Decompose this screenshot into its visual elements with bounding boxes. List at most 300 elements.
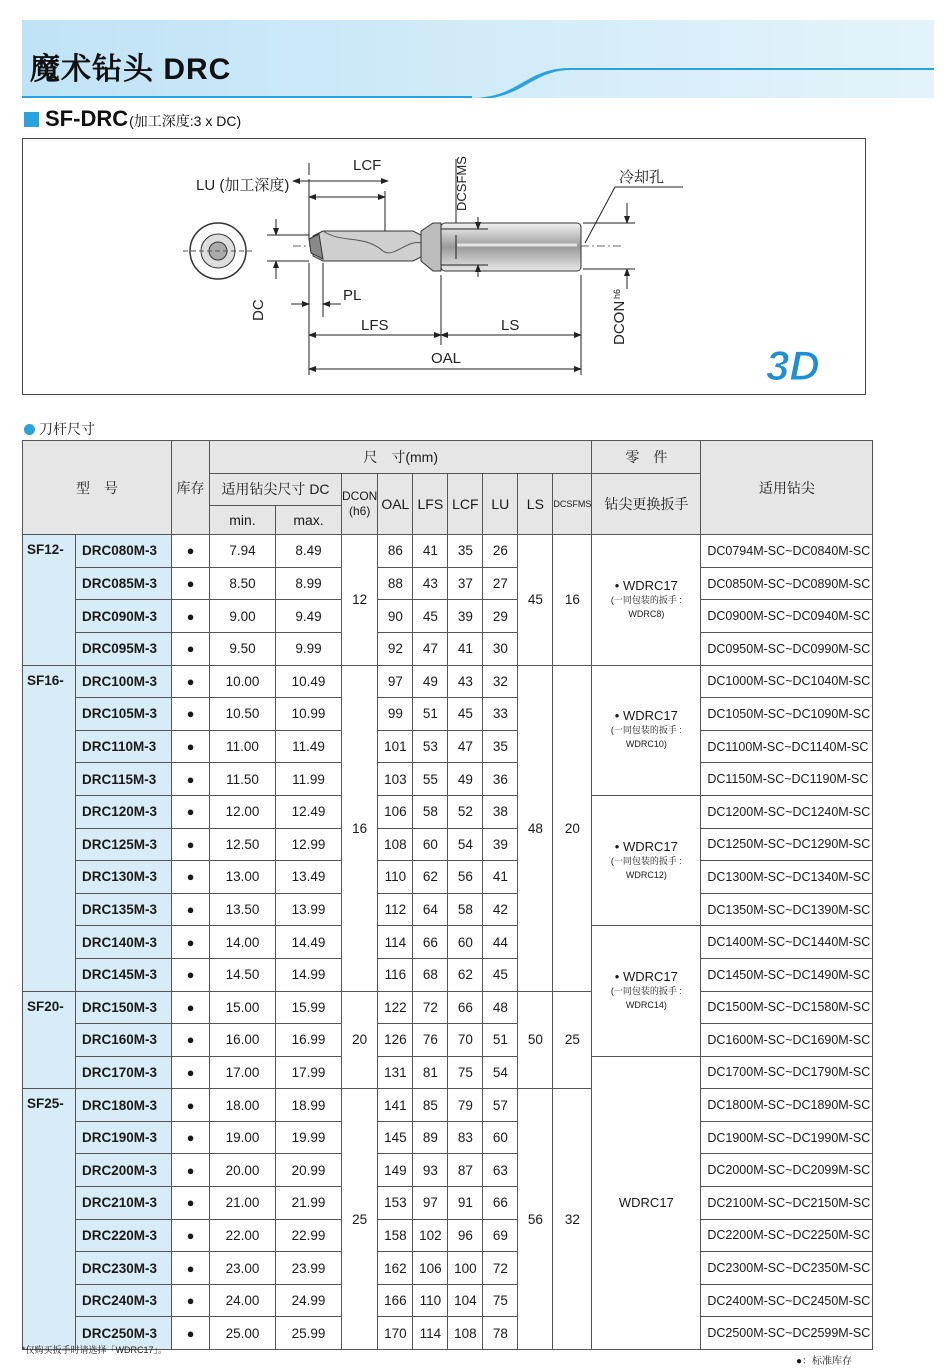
dc-max: 18.99 xyxy=(276,1089,342,1122)
lcf-value: 43 xyxy=(448,665,483,698)
lu-value: 41 xyxy=(483,861,518,894)
table-row xyxy=(23,893,873,926)
stock-mark: ● xyxy=(172,1317,210,1350)
lfs-value: 47 xyxy=(413,632,448,665)
lu-value: 38 xyxy=(483,795,518,828)
stock-mark: ● xyxy=(172,1089,210,1122)
model-name: DRC250M-3 xyxy=(76,1317,172,1350)
lu-value: 69 xyxy=(483,1219,518,1252)
dc-max: 17.99 xyxy=(276,1056,342,1089)
tip-range: DC0950M-SC~DC0990M-SC xyxy=(701,632,873,665)
lcf-value: 100 xyxy=(448,1252,483,1285)
lu-value: 39 xyxy=(483,828,518,861)
oal-value: 122 xyxy=(378,991,413,1024)
lcf-value: 52 xyxy=(448,795,483,828)
stock-mark: ● xyxy=(172,535,210,568)
label-oal: OAL xyxy=(431,350,462,367)
lfs-value: 110 xyxy=(413,1284,448,1317)
dc-min: 19.00 xyxy=(210,1121,276,1154)
lfs-value: 45 xyxy=(413,600,448,633)
table-row xyxy=(23,730,873,763)
lfs-value: 72 xyxy=(413,991,448,1024)
wrench-marker: • xyxy=(614,969,620,984)
label-lcf: LCF xyxy=(353,157,382,174)
stock-mark: ● xyxy=(172,698,210,731)
lu-value: 60 xyxy=(483,1121,518,1154)
lu-value: 32 xyxy=(483,665,518,698)
oal-value: 162 xyxy=(378,1252,413,1285)
wrench-cell xyxy=(592,795,701,925)
oal-value: 112 xyxy=(378,893,413,926)
lfs-value: 81 xyxy=(413,1056,448,1089)
model-name: DRC190M-3 xyxy=(76,1121,172,1154)
stock-mark: ● xyxy=(172,926,210,959)
tip-range: DC1100M-SC~DC1140M-SC xyxy=(701,730,873,763)
dc-max: 14.49 xyxy=(276,926,342,959)
section-name: SF-DRC xyxy=(45,106,129,131)
lu-value: 33 xyxy=(483,698,518,731)
lfs-value: 102 xyxy=(413,1219,448,1252)
tip-range: DC1900M-SC~DC1990M-SC xyxy=(701,1121,873,1154)
wrench-cell xyxy=(592,1056,701,1349)
tip-range: DC1800M-SC~DC1890M-SC xyxy=(701,1089,873,1122)
lcf-value: 96 xyxy=(448,1219,483,1252)
dcsfms-value: 20 xyxy=(553,665,592,991)
wrench-note: (一同包装的扳手 : WDRC12) xyxy=(610,855,682,880)
table-row xyxy=(23,600,873,633)
header-stock: 库存 xyxy=(172,441,210,535)
lfs-value: 43 xyxy=(413,567,448,600)
table-row xyxy=(23,1219,873,1252)
dc-min: 9.50 xyxy=(210,632,276,665)
lfs-value: 114 xyxy=(413,1317,448,1350)
model-name: DRC125M-3 xyxy=(76,828,172,861)
table-row xyxy=(23,698,873,731)
dcsfms-value: 25 xyxy=(553,991,592,1089)
header-oal: OAL xyxy=(378,473,413,535)
dc-max: 14.99 xyxy=(276,958,342,991)
oal-value: 145 xyxy=(378,1121,413,1154)
lu-value: 51 xyxy=(483,1024,518,1057)
lu-value: 35 xyxy=(483,730,518,763)
lu-value: 72 xyxy=(483,1252,518,1285)
dc-min: 17.00 xyxy=(210,1056,276,1089)
stock-mark: ● xyxy=(172,1121,210,1154)
wrench-marker: • xyxy=(614,708,620,724)
model-name: DRC180M-3 xyxy=(76,1089,172,1122)
dc-min: 14.50 xyxy=(210,958,276,991)
tip-range: DC1050M-SC~DC1090M-SC xyxy=(701,698,873,731)
table-row xyxy=(23,991,873,1024)
stock-mark: ● xyxy=(172,730,210,763)
table-row xyxy=(23,1252,873,1285)
dc-max: 11.49 xyxy=(276,730,342,763)
lfs-value: 58 xyxy=(413,795,448,828)
label-dcon: DCON xyxy=(611,300,628,345)
dc-max: 22.99 xyxy=(276,1219,342,1252)
oal-value: 153 xyxy=(378,1187,413,1220)
tip-range: DC2200M-SC~DC2250M-SC xyxy=(701,1219,873,1252)
model-name: DRC090M-3 xyxy=(76,600,172,633)
header-wrench: 钻尖更换扳手 xyxy=(592,473,701,535)
header-model: 型 号 xyxy=(23,441,172,535)
dc-min: 24.00 xyxy=(210,1284,276,1317)
lfs-value: 97 xyxy=(413,1187,448,1220)
dcon-value: 25 xyxy=(342,1089,378,1350)
stock-mark: ● xyxy=(172,1219,210,1252)
stock-mark: ● xyxy=(172,958,210,991)
dc-max: 20.99 xyxy=(276,1154,342,1187)
header-dims: 尺 寸(mm) xyxy=(210,441,592,474)
oal-value: 101 xyxy=(378,730,413,763)
model-name: DRC230M-3 xyxy=(76,1252,172,1285)
table-row xyxy=(23,861,873,894)
dc-max: 19.99 xyxy=(276,1121,342,1154)
table-row xyxy=(23,1121,873,1154)
dc-max: 21.99 xyxy=(276,1187,342,1220)
dc-max: 12.99 xyxy=(276,828,342,861)
lcf-value: 91 xyxy=(448,1187,483,1220)
bullet-dot-icon xyxy=(24,424,35,435)
oal-value: 126 xyxy=(378,1024,413,1057)
dc-min: 12.00 xyxy=(210,795,276,828)
dc-min: 13.00 xyxy=(210,861,276,894)
table-row xyxy=(23,665,873,698)
label-h6: h6 xyxy=(612,288,622,299)
lcf-value: 66 xyxy=(448,991,483,1024)
series-label: SF12- xyxy=(23,535,76,665)
dc-min: 9.00 xyxy=(210,600,276,633)
model-name: DRC170M-3 xyxy=(76,1056,172,1089)
wrench-marker: • xyxy=(614,838,620,854)
stock-mark: ● xyxy=(172,600,210,633)
oal-value: 170 xyxy=(378,1317,413,1350)
model-name: DRC135M-3 xyxy=(76,893,172,926)
lfs-value: 41 xyxy=(413,535,448,568)
model-name: DRC115M-3 xyxy=(76,763,172,796)
oal-value: 158 xyxy=(378,1219,413,1252)
lu-value: 29 xyxy=(483,600,518,633)
header-lcf: LCF xyxy=(448,473,483,535)
series-label: SF16- xyxy=(23,665,76,991)
drill-diagram xyxy=(23,139,865,394)
lcf-value: 35 xyxy=(448,535,483,568)
lcf-value: 37 xyxy=(448,567,483,600)
dc-min: 10.00 xyxy=(210,665,276,698)
table-row xyxy=(23,567,873,600)
lu-value: 54 xyxy=(483,1056,518,1089)
end-view xyxy=(183,223,253,279)
oal-value: 116 xyxy=(378,958,413,991)
oal-value: 131 xyxy=(378,1056,413,1089)
table-row xyxy=(23,535,873,568)
lu-value: 42 xyxy=(483,893,518,926)
footnote: *仅购买扳手时请选择「WDRC17」。 xyxy=(22,1345,168,1355)
wrench-note: (一同包装的扳手 : WDRC8) xyxy=(610,594,682,619)
tip-range: DC0794M-SC~DC0840M-SC xyxy=(701,535,873,568)
model-name: DRC140M-3 xyxy=(76,926,172,959)
wrench-name: WDRC17 xyxy=(622,969,678,984)
dc-max: 23.99 xyxy=(276,1252,342,1285)
dc-min: 15.00 xyxy=(210,991,276,1024)
tip-range: DC1350M-SC~DC1390M-SC xyxy=(701,893,873,926)
model-name: DRC210M-3 xyxy=(76,1187,172,1220)
header-lfs: LFS xyxy=(413,473,448,535)
lu-value: 66 xyxy=(483,1187,518,1220)
header-ls: LS xyxy=(518,473,553,535)
dc-min: 13.50 xyxy=(210,893,276,926)
tip-range: DC1500M-SC~DC1580M-SC xyxy=(701,991,873,1024)
dc-min: 8.50 xyxy=(210,567,276,600)
stock-legend: ●：标准库存 xyxy=(796,1356,853,1367)
lcf-value: 56 xyxy=(448,861,483,894)
oal-value: 114 xyxy=(378,926,413,959)
lcf-value: 79 xyxy=(448,1089,483,1122)
dc-max: 8.49 xyxy=(276,535,342,568)
stock-mark: ● xyxy=(172,1056,210,1089)
oal-value: 108 xyxy=(378,828,413,861)
lu-value: 45 xyxy=(483,958,518,991)
stock-mark: ● xyxy=(172,1187,210,1220)
oal-value: 141 xyxy=(378,1089,413,1122)
tip-range: DC1600M-SC~DC1690M-SC xyxy=(701,1024,873,1057)
tip-range: DC2000M-SC~DC2099M-SC xyxy=(701,1154,873,1187)
header-min: min. xyxy=(210,506,276,535)
table-row xyxy=(23,1154,873,1187)
stock-mark: ● xyxy=(172,861,210,894)
ls-value: 45 xyxy=(518,535,553,665)
stock-mark: ● xyxy=(172,1024,210,1057)
badge-3d: 3D xyxy=(766,342,820,389)
dc-min: 25.00 xyxy=(210,1317,276,1350)
model-name: DRC080M-3 xyxy=(76,535,172,568)
stock-mark: ● xyxy=(172,1284,210,1317)
lu-value: 63 xyxy=(483,1154,518,1187)
oal-value: 92 xyxy=(378,632,413,665)
tip-range: DC0900M-SC~DC0940M-SC xyxy=(701,600,873,633)
dc-max: 8.99 xyxy=(276,567,342,600)
wrench-marker: • xyxy=(614,577,620,593)
model-name: DRC130M-3 xyxy=(76,861,172,894)
wrench-name: WDRC17 xyxy=(618,1194,674,1210)
model-name: DRC085M-3 xyxy=(76,567,172,600)
lcf-value: 83 xyxy=(448,1121,483,1154)
label-lfs: LFS xyxy=(361,317,389,334)
dc-max: 10.99 xyxy=(276,698,342,731)
stock-mark: ● xyxy=(172,567,210,600)
lfs-value: 85 xyxy=(413,1089,448,1122)
stock-mark: ● xyxy=(172,1252,210,1285)
stock-mark: ● xyxy=(172,1154,210,1187)
lu-value: 57 xyxy=(483,1089,518,1122)
dc-max: 13.49 xyxy=(276,861,342,894)
table-row xyxy=(23,1056,873,1089)
lcf-value: 49 xyxy=(448,763,483,796)
lu-value: 36 xyxy=(483,763,518,796)
wrench-cell xyxy=(592,665,701,795)
ls-value: 50 xyxy=(518,991,553,1089)
dc-max: 9.49 xyxy=(276,600,342,633)
lfs-value: 89 xyxy=(413,1121,448,1154)
lcf-value: 70 xyxy=(448,1024,483,1057)
dc-min: 22.00 xyxy=(210,1219,276,1252)
wrench-cell xyxy=(592,535,701,665)
wrench-name: WDRC17 xyxy=(622,838,678,854)
oal-value: 149 xyxy=(378,1154,413,1187)
lcf-value: 41 xyxy=(448,632,483,665)
oal-value: 103 xyxy=(378,763,413,796)
lfs-value: 93 xyxy=(413,1154,448,1187)
stock-mark: ● xyxy=(172,795,210,828)
dcsfms-value: 16 xyxy=(553,535,592,665)
tip-range: DC1250M-SC~DC1290M-SC xyxy=(701,828,873,861)
model-name: DRC220M-3 xyxy=(76,1219,172,1252)
header-dcsfms: DCSFMS xyxy=(553,473,592,535)
lcf-value: 60 xyxy=(448,926,483,959)
header-lu: LU xyxy=(483,473,518,535)
section-square-icon xyxy=(24,112,39,127)
header-parts: 零 件 xyxy=(592,441,701,474)
dcon-value: 20 xyxy=(342,991,378,1089)
stock-mark: ● xyxy=(172,632,210,665)
lcf-value: 39 xyxy=(448,600,483,633)
lfs-value: 60 xyxy=(413,828,448,861)
dc-min: 18.00 xyxy=(210,1089,276,1122)
stock-mark: ● xyxy=(172,665,210,698)
dc-max: 11.99 xyxy=(276,763,342,796)
table-row xyxy=(23,795,873,828)
dc-max: 9.99 xyxy=(276,632,342,665)
oal-value: 97 xyxy=(378,665,413,698)
model-name: DRC105M-3 xyxy=(76,698,172,731)
tip-range: DC2400M-SC~DC2450M-SC xyxy=(701,1284,873,1317)
table-title: 刀杆尺寸 xyxy=(39,421,95,437)
model-name: DRC145M-3 xyxy=(76,958,172,991)
dc-max: 24.99 xyxy=(276,1284,342,1317)
label-lu: LU (加工深度) xyxy=(196,177,290,194)
oal-value: 88 xyxy=(378,567,413,600)
lfs-value: 64 xyxy=(413,893,448,926)
model-name: DRC110M-3 xyxy=(76,730,172,763)
spec-table xyxy=(22,440,873,1350)
dc-min: 12.50 xyxy=(210,828,276,861)
table-row xyxy=(23,1024,873,1057)
model-name: DRC240M-3 xyxy=(76,1284,172,1317)
page-header xyxy=(0,20,934,98)
table-row xyxy=(23,958,873,991)
tip-range: DC1700M-SC~DC1790M-SC xyxy=(701,1056,873,1089)
page-title: 魔术钻头 DRC xyxy=(30,53,232,86)
lcf-value: 58 xyxy=(448,893,483,926)
section-title xyxy=(24,106,241,132)
lcf-value: 47 xyxy=(448,730,483,763)
lu-value: 26 xyxy=(483,535,518,568)
series-label: SF20- xyxy=(23,991,76,1089)
dc-max: 13.99 xyxy=(276,893,342,926)
tip-range: DC2100M-SC~DC2150M-SC xyxy=(701,1187,873,1220)
lu-value: 44 xyxy=(483,926,518,959)
wrench-note: (一同包装的扳手 : WDRC14) xyxy=(610,986,682,1010)
tip-range: DC1450M-SC~DC1490M-SC xyxy=(701,958,873,991)
label-pl: PL xyxy=(343,287,362,304)
tip-range: DC2500M-SC~DC2599M-SC xyxy=(701,1317,873,1350)
drill-body xyxy=(309,223,581,271)
label-coolant: 冷却孔 xyxy=(619,169,665,186)
section-sub: (加工深度:3 x DC) xyxy=(129,113,242,129)
oal-value: 86 xyxy=(378,535,413,568)
tip-range: DC1000M-SC~DC1040M-SC xyxy=(701,665,873,698)
lcf-value: 45 xyxy=(448,698,483,731)
lcf-value: 87 xyxy=(448,1154,483,1187)
header-dcon: DCON (h6) xyxy=(342,473,378,535)
dc-min: 11.50 xyxy=(210,763,276,796)
model-name: DRC160M-3 xyxy=(76,1024,172,1057)
dc-min: 16.00 xyxy=(210,1024,276,1057)
dcon-value: 16 xyxy=(342,665,378,991)
dc-max: 10.49 xyxy=(276,665,342,698)
label-dc: DC xyxy=(250,299,267,321)
dc-max: 15.99 xyxy=(276,991,342,1024)
table-row xyxy=(23,1284,873,1317)
table-row xyxy=(23,1089,873,1122)
lu-value: 48 xyxy=(483,991,518,1024)
lfs-value: 106 xyxy=(413,1252,448,1285)
wrench-cell xyxy=(592,926,701,1056)
lcf-value: 75 xyxy=(448,1056,483,1089)
model-name: DRC100M-3 xyxy=(76,665,172,698)
lfs-value: 76 xyxy=(413,1024,448,1057)
stock-mark: ● xyxy=(172,763,210,796)
tip-range: DC1400M-SC~DC1440M-SC xyxy=(701,926,873,959)
oal-value: 166 xyxy=(378,1284,413,1317)
header-tip: 适用钻尖 xyxy=(701,441,873,535)
dc-min: 21.00 xyxy=(210,1187,276,1220)
stock-mark: ● xyxy=(172,893,210,926)
dc-min: 20.00 xyxy=(210,1154,276,1187)
series-label: SF25- xyxy=(23,1089,76,1350)
dc-min: 14.00 xyxy=(210,926,276,959)
table-row xyxy=(23,828,873,861)
tip-range: DC1300M-SC~DC1340M-SC xyxy=(701,861,873,894)
lu-value: 30 xyxy=(483,632,518,665)
ls-value: 48 xyxy=(518,665,553,991)
table-row xyxy=(23,926,873,959)
tip-range: DC1150M-SC~DC1190M-SC xyxy=(701,763,873,796)
table-row xyxy=(23,763,873,796)
lfs-value: 49 xyxy=(413,665,448,698)
model-name: DRC200M-3 xyxy=(76,1154,172,1187)
model-name: DRC120M-3 xyxy=(76,795,172,828)
tip-range: DC2300M-SC~DC2350M-SC xyxy=(701,1252,873,1285)
table-heading xyxy=(24,419,95,439)
lfs-value: 66 xyxy=(413,926,448,959)
dc-max: 12.49 xyxy=(276,795,342,828)
model-name: DRC150M-3 xyxy=(76,991,172,1024)
lfs-value: 53 xyxy=(413,730,448,763)
tip-range: DC0850M-SC~DC0890M-SC xyxy=(701,567,873,600)
dcon-value: 12 xyxy=(342,535,378,665)
lu-value: 78 xyxy=(483,1317,518,1350)
wrench-note: (一同包装的扳手 : WDRC10) xyxy=(610,725,682,750)
label-dcsfms: DCSFMS xyxy=(454,156,469,211)
lfs-value: 51 xyxy=(413,698,448,731)
tool-drawing xyxy=(22,138,866,395)
oal-value: 106 xyxy=(378,795,413,828)
lfs-value: 55 xyxy=(413,763,448,796)
stock-mark: ● xyxy=(172,828,210,861)
stock-mark: ● xyxy=(172,991,210,1024)
lfs-value: 68 xyxy=(413,958,448,991)
